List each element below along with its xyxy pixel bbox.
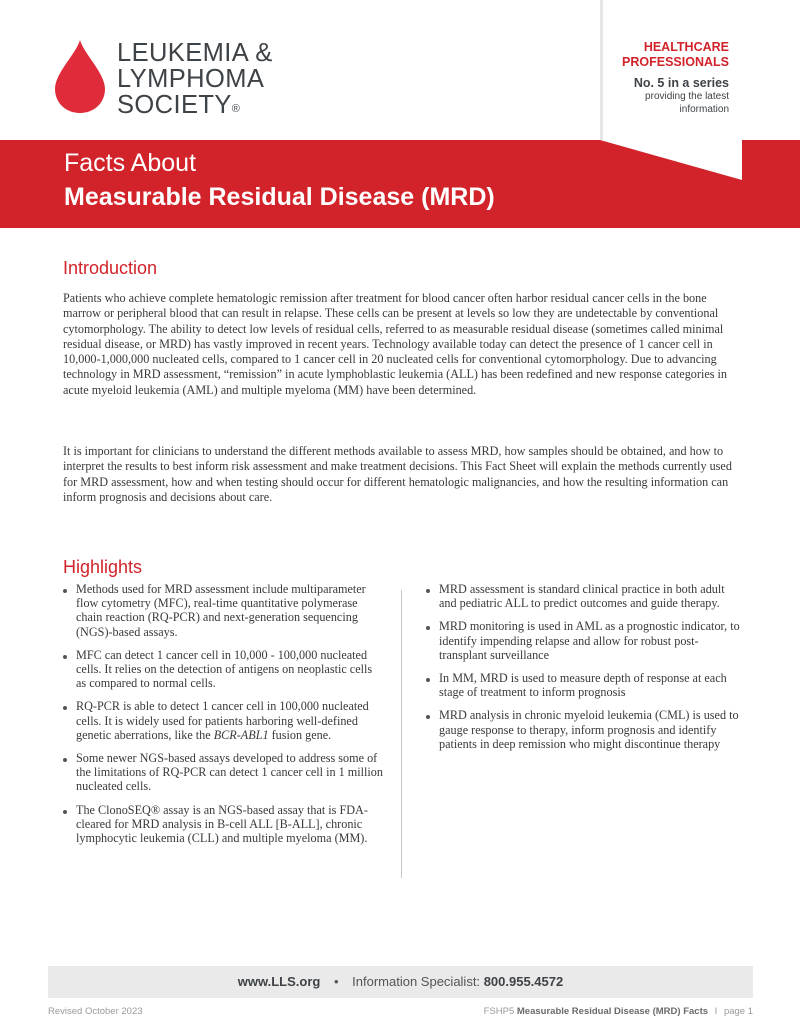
list-item-text: Methods used for MRD assessment include multiparameter flow cytometry (MFC), real-time quantitative polymerase chain reaction (RQ-PCR) and next-generation sequencing (NGS)-based assays. xyxy=(76,582,366,639)
series-description xyxy=(589,90,729,116)
bullet-icon xyxy=(426,589,430,593)
audience-tab xyxy=(589,40,729,116)
list-item-text: Some newer NGS-based assays developed to address some of the limitations of RQ-PCR can detect 1 cancer cell in 1 million nucleated cells. xyxy=(76,751,383,794)
list-item xyxy=(63,648,385,691)
list-item xyxy=(63,582,385,639)
logo-line-3 xyxy=(117,92,273,118)
introduction-paragraph-2: It is important for clinicians to understand the different methods available to assess MRD, how samples should be obtained, and how to interpret the results to best inform risk assessment and make treatment decisions. This Fact Sheet will explain the methods currently used for MRD assessment, how and when testing should occur for different hematologic malignancies, and how the resulting information can inform prognosis and decisions about care. xyxy=(63,444,732,504)
introduction-heading: Introduction xyxy=(63,258,158,278)
website-link[interactable]: www.LLS.org xyxy=(237,974,321,989)
list-item-text: In MM, MRD is used to measure depth of response at each stage of treatment to inform prognosis xyxy=(439,671,727,700)
phone-number[interactable]: 800.955.4572 xyxy=(483,974,564,989)
logo-line-3-text: SOCIETY xyxy=(117,91,232,119)
bullet-icon xyxy=(63,758,67,762)
list-item xyxy=(426,671,741,699)
bullet-icon xyxy=(63,706,67,710)
list-item xyxy=(63,751,385,794)
bullet-icon xyxy=(63,810,67,814)
tab-fold xyxy=(600,140,742,182)
page-footer xyxy=(484,1006,753,1017)
series-number: No. 5 in a series xyxy=(633,76,729,90)
specialist-label: Information Specialist: xyxy=(352,974,481,989)
contact-bar xyxy=(48,966,753,998)
organization-name xyxy=(117,40,273,118)
column-divider xyxy=(401,590,402,878)
registered-mark: ® xyxy=(231,103,241,115)
audience-title-line-1: HEALTHCARE xyxy=(643,40,729,54)
highlights-right-list xyxy=(426,582,741,760)
bullet-icon xyxy=(63,655,67,659)
list-item xyxy=(426,619,741,662)
list-item xyxy=(426,582,741,610)
bullet-icon xyxy=(426,715,430,719)
highlights-left-list xyxy=(63,582,385,854)
audience-title xyxy=(589,40,729,70)
page-title: Measurable Residual Disease (MRD) xyxy=(64,183,495,211)
highlights-heading: Highlights xyxy=(63,557,143,577)
list-item xyxy=(426,708,741,751)
bullet-icon xyxy=(426,678,430,682)
audience-title-line-2: PROFESSIONALS xyxy=(622,55,729,69)
list-item-text: MRD analysis in chronic myeloid leukemia (CML) is used to gauge response to therapy, inform prognosis and identify patients in deep remission who might discontinue therapy xyxy=(439,708,739,751)
banner-subtitle: Facts About xyxy=(64,149,197,177)
document-code: FSHP5 xyxy=(483,1006,515,1017)
bullet-icon xyxy=(63,589,67,593)
footer-separator: I xyxy=(714,1006,718,1017)
logo-line-1: LEUKEMIA & xyxy=(117,39,273,67)
document-title: Measurable Residual Disease (MRD) Facts xyxy=(516,1006,709,1017)
list-item-text: MFC can detect 1 cancer cell in 10,000 - 100,000 nucleated cells. It relies on the detection of antigens on neoplastic cells as compared to normal cells. xyxy=(76,647,373,691)
list-item-text: MRD monitoring is used in AML as a prognostic indicator, to identify impending relapse and allow for robust post-transplant surveillance xyxy=(439,619,740,662)
list-item-text: MRD assessment is standard clinical practice in both adult and pediatric ALL to predict outcomes and guide therapy. xyxy=(439,582,725,611)
series-description-line-1: providing the latest xyxy=(645,91,729,102)
bullet-icon xyxy=(426,626,430,630)
separator-dot: • xyxy=(333,974,339,989)
list-item-text: RQ-PCR is able to detect 1 cancer cell in 100,000 nucleated cells. It is widely used for patients harboring well-defined genetic aberrations, like the BCR-ABL1 fusion gene. xyxy=(76,699,369,742)
list-item xyxy=(63,699,385,742)
revision-date: Revised October 2023 xyxy=(48,1006,143,1017)
list-item-text: The ClonoSEQ® assay is an NGS-based assay that is FDA-cleared for MRD analysis in B-cell ALL [B-ALL], chronic lymphocytic leukemia (CLL) and multiple myeloma (MM). xyxy=(76,802,368,846)
blood-drop-icon xyxy=(55,40,105,114)
lls-logo xyxy=(55,40,315,130)
page-number: page 1 xyxy=(723,1006,753,1017)
list-item xyxy=(63,803,385,846)
series-description-line-2: information xyxy=(679,104,729,115)
introduction-paragraph-1: Patients who achieve complete hematologic remission after treatment for blood cancer often harbor residual cancer cells in the bone marrow or peripheral blood that can result in relapse. These cells can be present at levels so low they are undetectable by conventional cytomorphology. The ability to detect low levels of residual cells, referred to as measurable residual disease (sometimes called minimal residual disease, or MRD) has vastly improved in recent years. Technology available today can detect the presence of 1 cancer cell in 10,000-1,000,000 nucleated cells, compared to 1 cancer cell in 20 nucleated cells for conventional cytomorphology. Due to advancing technology in MRD assessment, “remission” in acute lymphoblastic leukemia (ALL) has been redefined and new response categories in acute myeloid leukemia (AML) and multiple myeloma (MM) have been determined. xyxy=(63,291,728,397)
logo-line-2: LYMPHOMA xyxy=(117,65,265,93)
